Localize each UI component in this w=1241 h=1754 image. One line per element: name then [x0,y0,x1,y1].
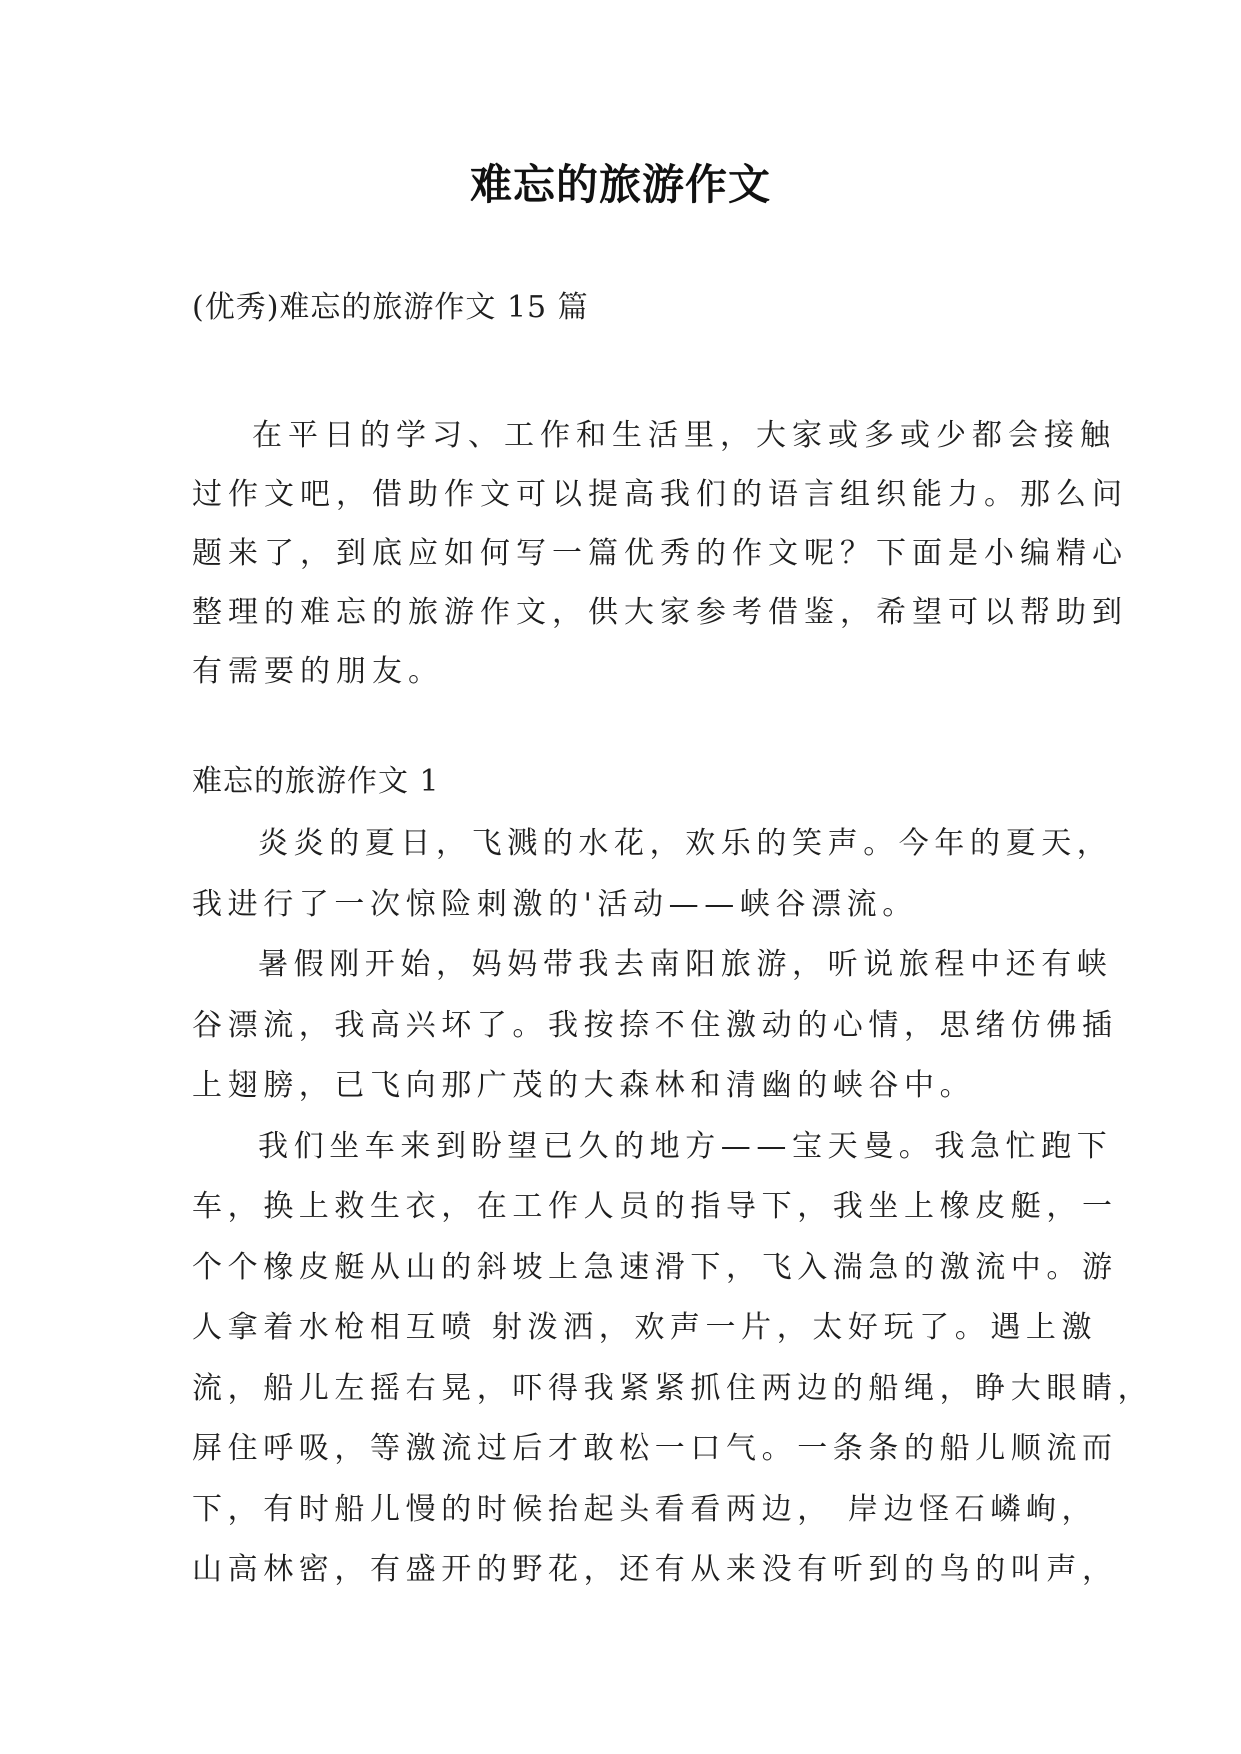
essay-line: 人拿着水枪相互喷 射泼洒，欢声一片，太好玩了。遇上激 [192,1310,1098,1345]
essay-line: 我们坐车来到盼望已久的地方——宝天曼。我急忙跑下 [258,1128,1113,1164]
intro-line: 在平日的学习、工作和生活里，大家或多或少都会接触 [252,418,1116,453]
intro-line: 过作文吧，借助作文可以提高我们的语言组织能力。那么问 [192,477,1128,512]
essay-body [192,814,1154,1601]
essay-line: 流，船儿左摇右晃，吓得我紧紧抓住两边的船绳，睁大眼睛， [192,1370,1154,1406]
essay-line: 炎炎的夏日，飞溅的水花，欢乐的笑声。今年的夏天， [258,826,1113,861]
essay-line: 山高林密，有盛开的野花，还有从来没有听到的鸟的叫声， [192,1552,1118,1587]
essay-line: 下，有时船儿慢的时候抬起头看看两边， 岸边怪石嶙峋， [192,1491,1098,1527]
essay-heading: 难忘的旅游作文 1 [192,764,440,799]
intro-line: 题来了，到底应如何写一篇优秀的作文呢？下面是小编精心 [192,536,1128,571]
page-title: 难忘的旅游作文 [469,160,771,209]
essay-line: 车，换上救生衣，在工作人员的指导下，我坐上橡皮艇，一 [192,1189,1118,1224]
document-subtitle: (优秀)难忘的旅游作文 15 篇 [192,290,589,325]
essay-line: 个个橡皮艇从山的斜坡上急速滑下，飞入湍急的激流中。游 [192,1249,1118,1285]
essay-line: 谷漂流，我高兴坏了。我按捺不住激动的心情，思绪仿佛插 [192,1007,1118,1043]
essay-line: 屏住呼吸，等激流过后才敢松一口气。一条条的船儿顺流而 [192,1431,1118,1466]
intro-paragraph [192,406,1128,701]
intro-line: 整理的难忘的旅游作文，供大家参考借鉴，希望可以帮助到 [192,595,1128,630]
essay-line: 上翅膀，已飞向那广茂的大森林和清幽的峡谷中。 [192,1068,976,1103]
intro-line: 有需要的朋友。 [192,654,444,689]
essay-line: 我进行了一次惊险刺激的'活动——峡谷漂流。 [192,886,918,922]
essay-line: 暑假刚开始，妈妈带我去南阳旅游，听说旅程中还有峡 [258,947,1113,982]
